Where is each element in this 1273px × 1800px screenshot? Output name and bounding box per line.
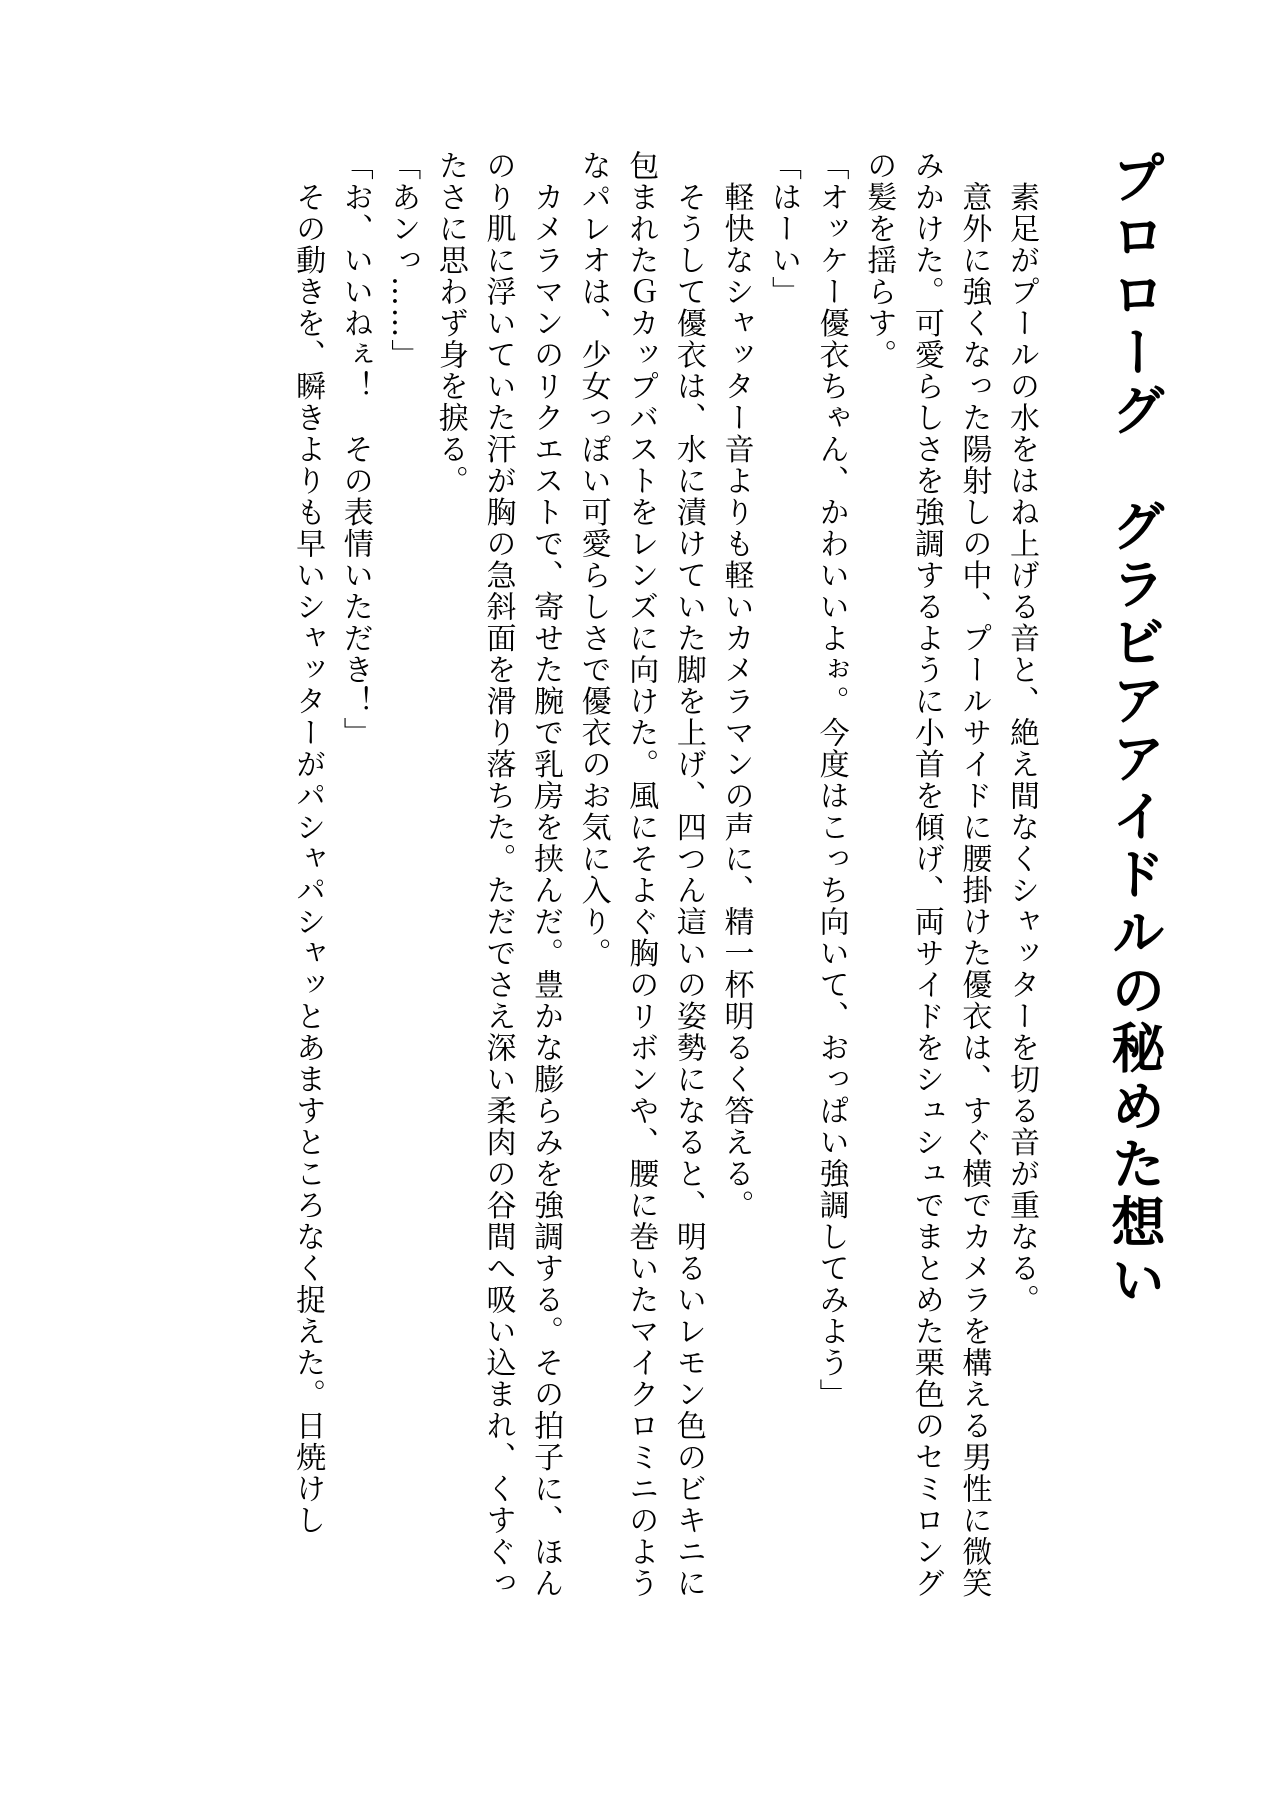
- vertical-text-body: [85, 150, 1165, 1610]
- paragraph-5: カメラマンのリクエストで、寄せた腕で乳房を挟んだ。豊かな膨らみを強調する。その拍子に、ほんのり肌に浮いていた汗が胸の急斜面を滑り落ちた。ただでさえ深い柔肉の谷間へ吸い込まれ、くすぐったさに思わず身を捩る。: [432, 150, 564, 1599]
- paragraph-1: 素足がプールの水をはね上げる音と、絶え間なくシャッターを切る音が重なる。: [1004, 150, 1039, 1316]
- chapter-title: プロローグ グラビアアイドルの秘めた想い: [1103, 150, 1167, 1310]
- dialogue-2: 「はーい」: [766, 150, 802, 308]
- dialogue-4: 「お、いいねぇ！ その表情いただき！」: [337, 150, 373, 749]
- dialogue-1: 「オッケー優衣ちゃん、かわいいよぉ。今度はこっち向いて、おっぱい強調してみよう」: [813, 150, 849, 1410]
- paragraph-3: 軽快なシャッター音よりも軽いカメラマンの声に、精一杯明るく答える。: [718, 150, 754, 1221]
- dialogue-3: 「あンっ……」: [385, 150, 421, 371]
- paragraph-6: その動きを、瞬きよりも早いシャッターがパシャパシャッとあますところなく捉えた。日焼けし: [290, 150, 326, 1536]
- paragraph-4: そうして優衣は、水に漬けていた脚を上げ、四つん這いの姿勢になると、明るいレモン色のビキニに包まれたＧカップバストをレンズに向けた。風にそよぐ胸のリボンや、腰に巻いたマイクロミニのようなパレオは、少女っぽい可愛らしさで優衣のお気に入り。: [575, 150, 706, 1599]
- paragraph-2: 意外に強くなった陽射しの中、プールサイドに腰掛けた優衣は、すぐ横でカメラを構える男性に微笑みかけた。可愛らしさを強調するように小首を傾げ、両サイドをシュシュでまとめた栗色のセミロングの髪を揺らす。: [861, 150, 992, 1599]
